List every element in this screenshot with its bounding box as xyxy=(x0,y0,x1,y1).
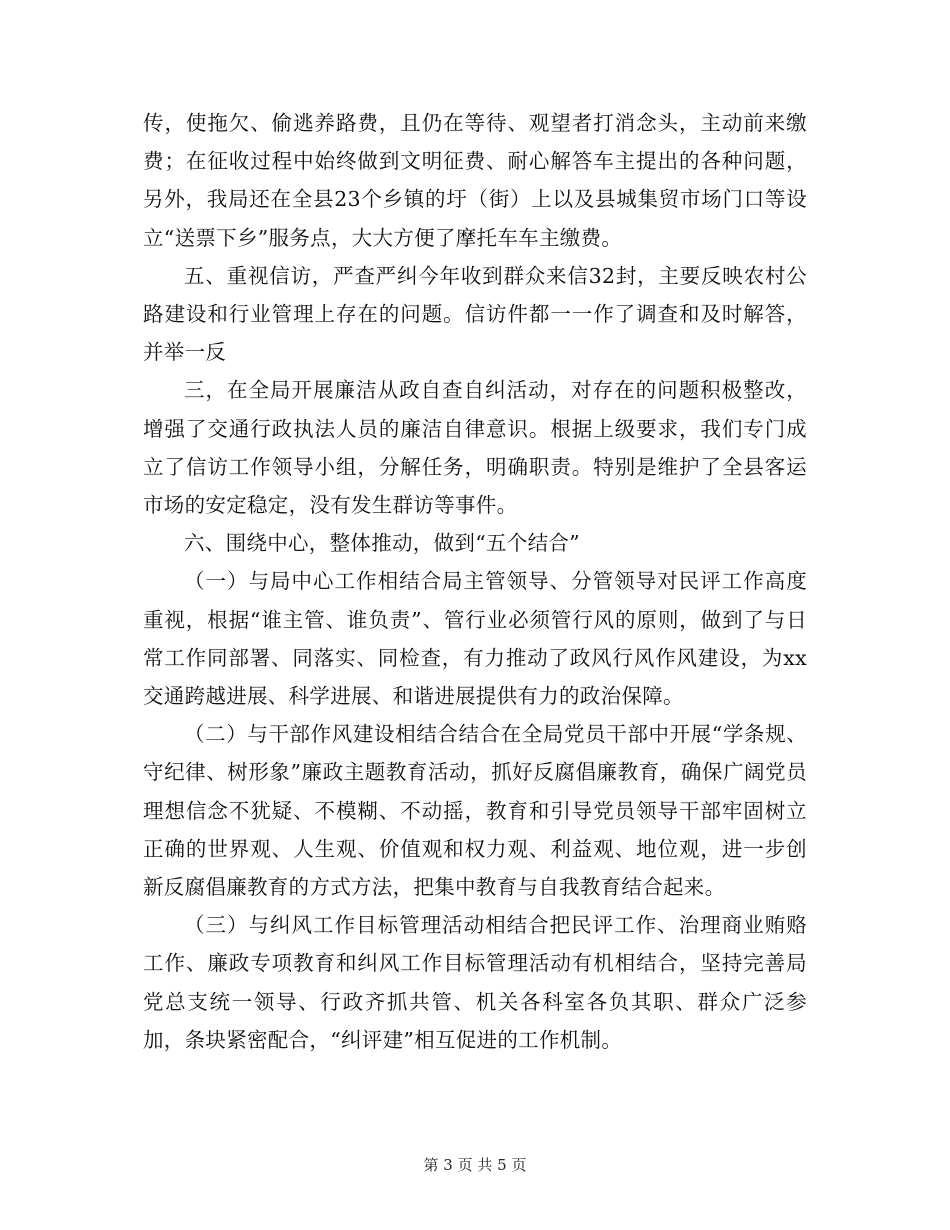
paragraph-section-five: 五、重视信访，严查严纠今年收到群众来信32封，主要反映农村公路建设和行业管理上存在的问题。信访件都一一作了调查和及时解答，并举一反 xyxy=(143,263,807,365)
paragraph-combination-two: （二）与干部作风建设相结合结合在全局党员干部中开展“学条规、守纪律、树形象”廉政主题教育活动，抓好反腐倡廉教育，确保广阔党员理想信念不犹疑、不模糊、不动摇，教育和引导党员领导干部牢固树立正确的世界观、人生观、价值观和权力观、利益观、地位观，进一步创新反腐倡廉教育的方式方法，把集中教育与自我教育结合起来。 xyxy=(143,722,807,900)
paragraph-self-inspection: 三，在全局开展廉洁从政自查自纠活动，对存在的问题积极整改，增强了交通行政执法人员的廉洁自律意识。根据上级要求，我们专门成立了信访工作领导小组，分解任务，明确职责。特别是维护了全县客运市场的安定稳定，没有发生群访等事件。 xyxy=(143,378,807,518)
paragraph-continuation: 传，使拖欠、偷逃养路费，且仍在等待、观望者打消念头，主动前来缴费；在征收过程中始终做到文明征费、耐心解答车主提出的各种问题，另外，我局还在全县23个乡镇的圩（街）上以及县城集贸市场门口等设立“送票下乡”服务点，大大方便了摩托车车主缴费。 xyxy=(143,111,807,250)
paragraph-section-six-heading: 六、围绕中心，整体推动，做到“五个结合” xyxy=(184,531,580,556)
page-number-footer: 第 3 页 共 5 页 xyxy=(423,1156,527,1174)
paragraph-combination-three: （三）与纠风工作目标管理活动相结合把民评工作、治理商业贿赂工作、廉政专项教育和纠风工作目标管理活动有机相结合，坚持完善局党总支统一领导、行政齐抓共管、机关各科室各负其职、群众广泛参加，条块紧密配合，“纠评建”相互促进的工作机制。 xyxy=(143,913,807,1052)
document-body xyxy=(143,104,807,1059)
paragraph-combination-one: （一）与局中心工作相结合局主管领导、分管领导对民评工作高度重视，根据“谁主管、谁负责”、管行业必须管行风的原则，做到了与日常工作同部署、同落实、同检查，有力推动了政风行风作风建设，为xx交通跨越进展、科学进展、和谐进展提供有力的政治保障。 xyxy=(143,569,807,709)
